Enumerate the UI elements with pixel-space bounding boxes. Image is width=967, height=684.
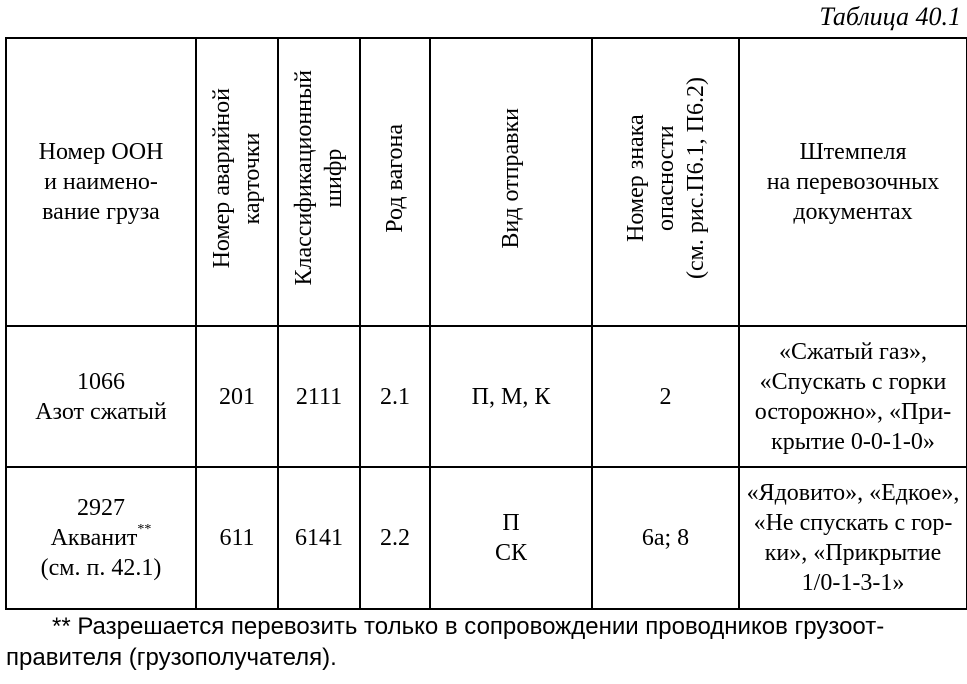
cell-emergency-card: 201 xyxy=(196,326,278,467)
cell-wagon-type: 2.2 xyxy=(360,467,430,609)
header-stamps: Штемпеля на перевозочных документах xyxy=(739,38,967,326)
header-row xyxy=(6,38,967,326)
footnote-line-2: правителя (грузополучателя). xyxy=(6,644,337,671)
cell-danger-sign: 6а; 8 xyxy=(592,467,739,609)
cargo-table xyxy=(5,37,967,610)
cell-danger-sign: 2 xyxy=(592,326,739,467)
cell-classification-code: 6141 xyxy=(278,467,360,609)
cell-emergency-card: 611 xyxy=(196,467,278,609)
cell-un-number-name: 2927 Акванит** (см. п. 42.1) xyxy=(6,467,196,609)
table-row xyxy=(6,326,967,467)
cell-shipment-type: П, М, К xyxy=(430,326,592,467)
header-wagon-type: Род вагона xyxy=(360,38,430,326)
header-danger-sign: Номер знака опасности (см. рис.П6.1, П6.2) xyxy=(592,38,739,326)
cell-wagon-type: 2.1 xyxy=(360,326,430,467)
cell-stamps: «Ядовито», «Едкое», «Не спускать с гор- ки», «Прикрытие 1/0-1-3-1» xyxy=(739,467,967,609)
cell-stamps: «Сжатый газ», «Спускать с горки осторожно», «При- крытие 0-0-1-0» xyxy=(739,326,967,467)
header-un-number-name: Номер ООН и наимено- вание груза xyxy=(6,38,196,326)
cell-classification-code: 2111 xyxy=(278,326,360,467)
cell-shipment-type: П СК xyxy=(430,467,592,609)
table-caption: Таблица 40.1 xyxy=(819,2,961,31)
cell-un-number-name: 1066 Азот сжатый xyxy=(6,326,196,467)
header-classification-code: Классификационный шифр xyxy=(278,38,360,326)
footnote-marker: ** xyxy=(137,522,152,537)
header-emergency-card: Номер аварийной карточки xyxy=(196,38,278,326)
footnote xyxy=(6,611,961,673)
header-shipment-type: Вид отправки xyxy=(430,38,592,326)
table-row xyxy=(6,467,967,609)
footnote-line-1: ** Разрешается перевозить только в сопровождении проводников грузоот- xyxy=(52,613,885,640)
